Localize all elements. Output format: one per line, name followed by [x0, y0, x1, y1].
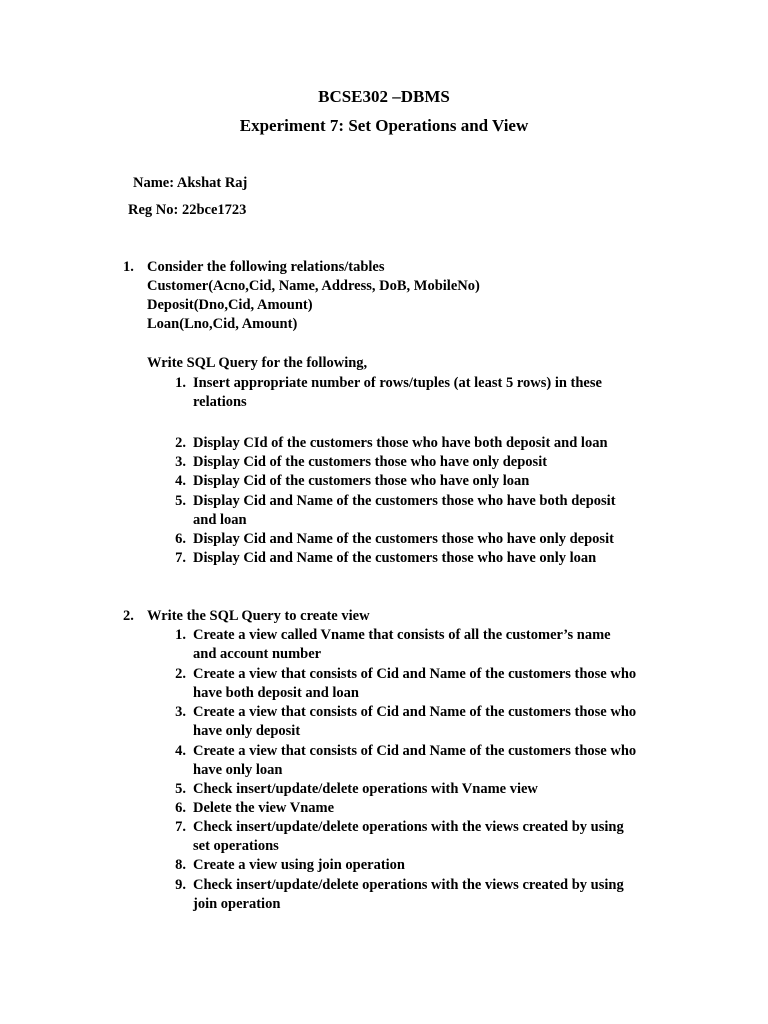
experiment-title: Experiment 7: Set Operations and View [239, 116, 529, 135]
relation-loan: Loan(Lno,Cid, Amount) [147, 316, 298, 332]
course-title: BCSE302 –DBMS [318, 87, 450, 106]
question-1-intro: Consider the following relations/tables [147, 259, 385, 275]
registration-number: Reg No: 22bce1723 [128, 202, 247, 218]
question-1-number: 1. [123, 259, 134, 275]
document-page: BCSE302 –DBMS Experiment 7: Set Operations and View Name: Akshat Raj Reg No: 22bce1723 1. Consider the following relations/tables Customer(Acno,Cid, Name, Address, DoB, MobileNo) Deposit(Dno,Cid, Amount) Loan(Lno,Cid, Amount) Write SQL Query for the following, 1. Insert appropriate number of rows/tuples (at least 5 rows) in these relations 2. Display CId of the customers those who have both deposit and loan 3. Display Cid of the customers those who have only deposit 4. Display Cid of the customers those who have only loan 5. Display Cid and Name of the customers those who have both deposit and loan 6. Display Cid and Name of the customers those who have only deposit 7. Display Cid and Name of the customers those who have only loan 2. Write the SQL Query to create view 1. Create a view called Vname that consists of all the customer’s name and account number 2. Create a view that consists of Cid and Name of the customers those who have both deposit and loan 3. Create a view that consists of Cid and Name of the customers those who have only deposit 4. Create a view that consists of Cid and Name of the customers those who have only loan 5. Check insert/update/delete operations with Vname view 6. Delete the view Vname 7. Check insert/update/delete operations with the views created by using set operations 8. Create a view using join operation 9. Check insert/update/delete operations with the views created by using join operation [0, 0, 768, 1024]
question-2-intro: Write the SQL Query to create view [147, 608, 370, 624]
relation-deposit: Deposit(Dno,Cid, Amount) [147, 297, 313, 313]
relation-customer: Customer(Acno,Cid, Name, Address, DoB, MobileNo) [147, 278, 480, 294]
question-1-prompt: Write SQL Query for the following, [147, 355, 368, 371]
question-2-number: 2. [123, 608, 134, 624]
student-name: Name: Akshat Raj [133, 175, 248, 191]
